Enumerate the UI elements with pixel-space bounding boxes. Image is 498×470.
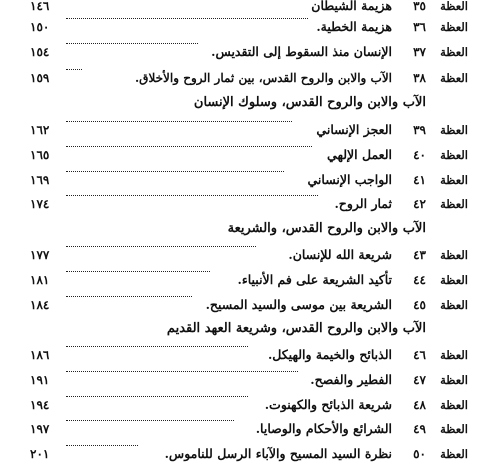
toc-entry — [30, 420, 468, 438]
entry-number: ٤٤ — [413, 273, 426, 287]
dot-leader — [66, 371, 298, 372]
entry-number: ٤٣ — [413, 248, 426, 262]
dot-leader — [66, 18, 308, 19]
entry-number: ٤٦ — [413, 348, 426, 362]
dot-leader — [66, 43, 198, 44]
dot-leader — [66, 445, 138, 446]
entry-page: ١٥٠ — [30, 20, 50, 34]
toc-entry — [30, 195, 468, 213]
dot-leader — [66, 420, 234, 421]
dot-leader — [66, 146, 312, 147]
toc-entry — [30, 246, 468, 264]
section-heading: الآب والابن والروح القدس، وشريعة العهد القديم — [166, 321, 426, 336]
entry-title: تأكيد الشريعة على فم الأنبياء. — [237, 272, 392, 287]
toc-entry — [30, 371, 468, 389]
entry-page: ١٧٤ — [30, 197, 50, 211]
entry-label: العظة — [440, 447, 468, 461]
entry-label: العظة — [440, 45, 468, 59]
entry-page: ١٨٦ — [30, 348, 50, 362]
entry-label: العظة — [440, 197, 468, 211]
entry-title: العجز الإنساني — [316, 122, 392, 137]
entry-number: ٤٢ — [413, 197, 426, 211]
entry-label: العظة — [440, 398, 468, 412]
entry-number: ٣٦ — [413, 20, 426, 34]
entry-title: شريعة الذبائح والكهنوت. — [264, 397, 392, 412]
entry-page: ١٥٩ — [30, 71, 50, 85]
entry-number: ٤٠ — [413, 148, 426, 162]
entry-page: ١٧٧ — [30, 248, 50, 262]
toc-entry — [30, 271, 468, 289]
entry-number: ٥٠ — [413, 447, 426, 461]
entry-title: هزيمة الخطية. — [316, 19, 392, 34]
entry-number: ٤٧ — [413, 373, 426, 387]
entry-page: ١٥٤ — [30, 45, 50, 59]
toc-entry — [30, 18, 468, 36]
entry-label: العظة — [440, 71, 468, 85]
entry-number: ٣٩ — [413, 123, 426, 137]
entry-title: الذبائح والخيمة والهيكل. — [267, 347, 392, 362]
entry-label: العظة — [440, 123, 468, 137]
entry-title: نظرة السيد المسيح والآباء الرسل للناموس. — [164, 446, 392, 461]
toc-entry — [30, 121, 468, 139]
entry-page: ١٦٢ — [30, 123, 50, 137]
entry-number: ٤٩ — [413, 422, 426, 436]
entry-label: العظة — [440, 273, 468, 287]
entry-page: ٢٠١ — [30, 447, 50, 461]
entry-title: الإنسان منذ السقوط إلى التقديس. — [211, 44, 392, 59]
entry-title: الشرائع والأحكام والوصايا. — [255, 421, 392, 436]
dot-leader — [66, 195, 318, 196]
entry-page: ١٨٤ — [30, 298, 50, 312]
toc-entry — [30, 296, 468, 314]
entry-label: العظة — [440, 422, 468, 436]
dot-leader — [66, 296, 192, 297]
entry-title: الفطير والفصح. — [310, 372, 392, 387]
entry-number: ٣٧ — [413, 45, 426, 59]
entry-page: ١٩١ — [30, 373, 50, 387]
section-heading: الآب والابن والروح القدس، وسلوك الإنسان — [193, 95, 426, 110]
entry-page: ١٦٥ — [30, 148, 50, 162]
entry-label: العظة — [440, 20, 468, 34]
dot-leader — [66, 271, 210, 272]
entry-title: الشريعة بين موسى والسيد المسيح. — [205, 297, 392, 312]
entry-page: ١٤٦ — [30, 0, 50, 13]
section-heading: الآب والابن والروح القدس، والشريعة — [227, 221, 426, 236]
dot-leader — [66, 121, 292, 122]
entry-label: العظة — [440, 248, 468, 262]
toc-entry — [30, 171, 468, 189]
entry-title: الآب والابن والروح القدس، بين ثمار الروح والأخلاق. — [134, 71, 392, 85]
entry-label: العظة — [440, 373, 468, 387]
entry-page: ١٩٤ — [30, 398, 50, 412]
entry-page: ١٨١ — [30, 273, 50, 287]
dot-leader — [66, 246, 256, 247]
entry-page: ١٦٩ — [30, 173, 50, 187]
entry-number: ٣٨ — [413, 71, 426, 85]
entry-label: العظة — [440, 298, 468, 312]
entry-number: ٤٥ — [413, 298, 426, 312]
toc-entry — [30, 0, 468, 15]
toc-entry — [30, 396, 468, 414]
entry-title: ثمار الروح. — [334, 196, 392, 211]
entry-label: العظة — [440, 148, 468, 162]
entry-page: ١٩٧ — [30, 422, 50, 436]
toc-entry — [30, 43, 468, 61]
entry-number: ٤٨ — [413, 398, 426, 412]
entry-label: العظة — [440, 0, 468, 13]
toc-entry — [30, 146, 468, 164]
toc-entry — [30, 69, 468, 87]
entry-label: العظة — [440, 348, 468, 362]
entry-title: الواجب الإنساني — [307, 172, 392, 187]
toc-entry — [30, 445, 468, 463]
entry-number: ٤١ — [413, 173, 426, 187]
entry-title: العمل الإلهي — [327, 147, 392, 162]
dot-leader — [66, 396, 248, 397]
dot-leader — [66, 346, 248, 347]
entry-number: ٣٥ — [413, 0, 426, 13]
entry-title: شريعة الله للإنسان. — [288, 247, 392, 262]
toc-entry — [30, 346, 468, 364]
entry-label: العظة — [440, 173, 468, 187]
entry-title: هزيمة الشيطان — [311, 0, 392, 13]
dot-leader — [66, 171, 284, 172]
